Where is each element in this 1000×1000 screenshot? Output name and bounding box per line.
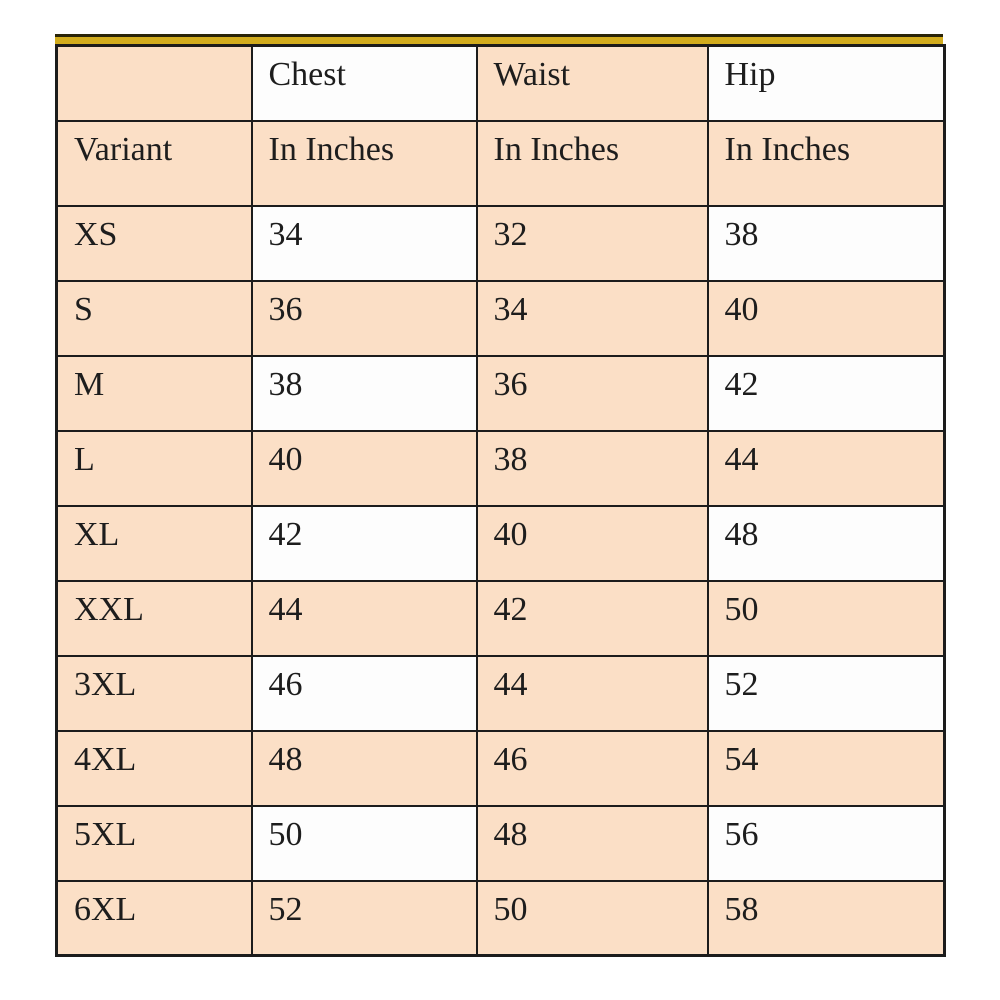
chest-cell: 38 (252, 356, 477, 431)
variant-cell: L (57, 431, 252, 506)
hip-cell: 40 (708, 281, 945, 356)
header-blank-cell (57, 46, 252, 121)
waist-cell: 36 (477, 356, 708, 431)
variant-cell: XXL (57, 581, 252, 656)
header-waist-unit: In Inches (477, 121, 708, 206)
hip-cell: 54 (708, 731, 945, 806)
hip-cell: 48 (708, 506, 945, 581)
waist-cell: 42 (477, 581, 708, 656)
variant-cell: 3XL (57, 656, 252, 731)
variant-cell: 4XL (57, 731, 252, 806)
waist-cell: 38 (477, 431, 708, 506)
hip-cell: 52 (708, 656, 945, 731)
table-row-l (57, 431, 945, 506)
table-row-xl (57, 506, 945, 581)
chest-cell: 48 (252, 731, 477, 806)
header-chest-unit: In Inches (252, 121, 477, 206)
table-row-s (57, 281, 945, 356)
waist-cell: 46 (477, 731, 708, 806)
table-row-m (57, 356, 945, 431)
hip-cell: 58 (708, 881, 945, 956)
hip-cell: 44 (708, 431, 945, 506)
header-row-units (57, 121, 945, 206)
waist-cell: 44 (477, 656, 708, 731)
table-row-5xl (57, 806, 945, 881)
waist-cell: 48 (477, 806, 708, 881)
variant-cell: S (57, 281, 252, 356)
table-row-xxl (57, 581, 945, 656)
hip-cell: 50 (708, 581, 945, 656)
gold-top-bar (55, 34, 943, 44)
header-row-measures (57, 46, 945, 121)
chest-cell: 36 (252, 281, 477, 356)
waist-cell: 34 (477, 281, 708, 356)
chest-cell: 52 (252, 881, 477, 956)
header-hip-unit: In Inches (708, 121, 945, 206)
header-chest: Chest (252, 46, 477, 121)
chest-cell: 42 (252, 506, 477, 581)
variant-cell: M (57, 356, 252, 431)
header-hip: Hip (708, 46, 945, 121)
header-variant: Variant (57, 121, 252, 206)
table-row-3xl (57, 656, 945, 731)
variant-cell: 6XL (57, 881, 252, 956)
hip-cell: 56 (708, 806, 945, 881)
size-chart (55, 34, 943, 957)
waist-cell: 40 (477, 506, 708, 581)
waist-cell: 50 (477, 881, 708, 956)
chest-cell: 44 (252, 581, 477, 656)
header-waist: Waist (477, 46, 708, 121)
chest-cell: 50 (252, 806, 477, 881)
chest-cell: 34 (252, 206, 477, 281)
size-chart-table (55, 44, 946, 957)
table-row-4xl (57, 731, 945, 806)
chest-cell: 46 (252, 656, 477, 731)
waist-cell: 32 (477, 206, 708, 281)
variant-cell: XS (57, 206, 252, 281)
hip-cell: 38 (708, 206, 945, 281)
variant-cell: 5XL (57, 806, 252, 881)
variant-cell: XL (57, 506, 252, 581)
table-row-xs (57, 206, 945, 281)
table-row-6xl (57, 881, 945, 956)
hip-cell: 42 (708, 356, 945, 431)
chest-cell: 40 (252, 431, 477, 506)
